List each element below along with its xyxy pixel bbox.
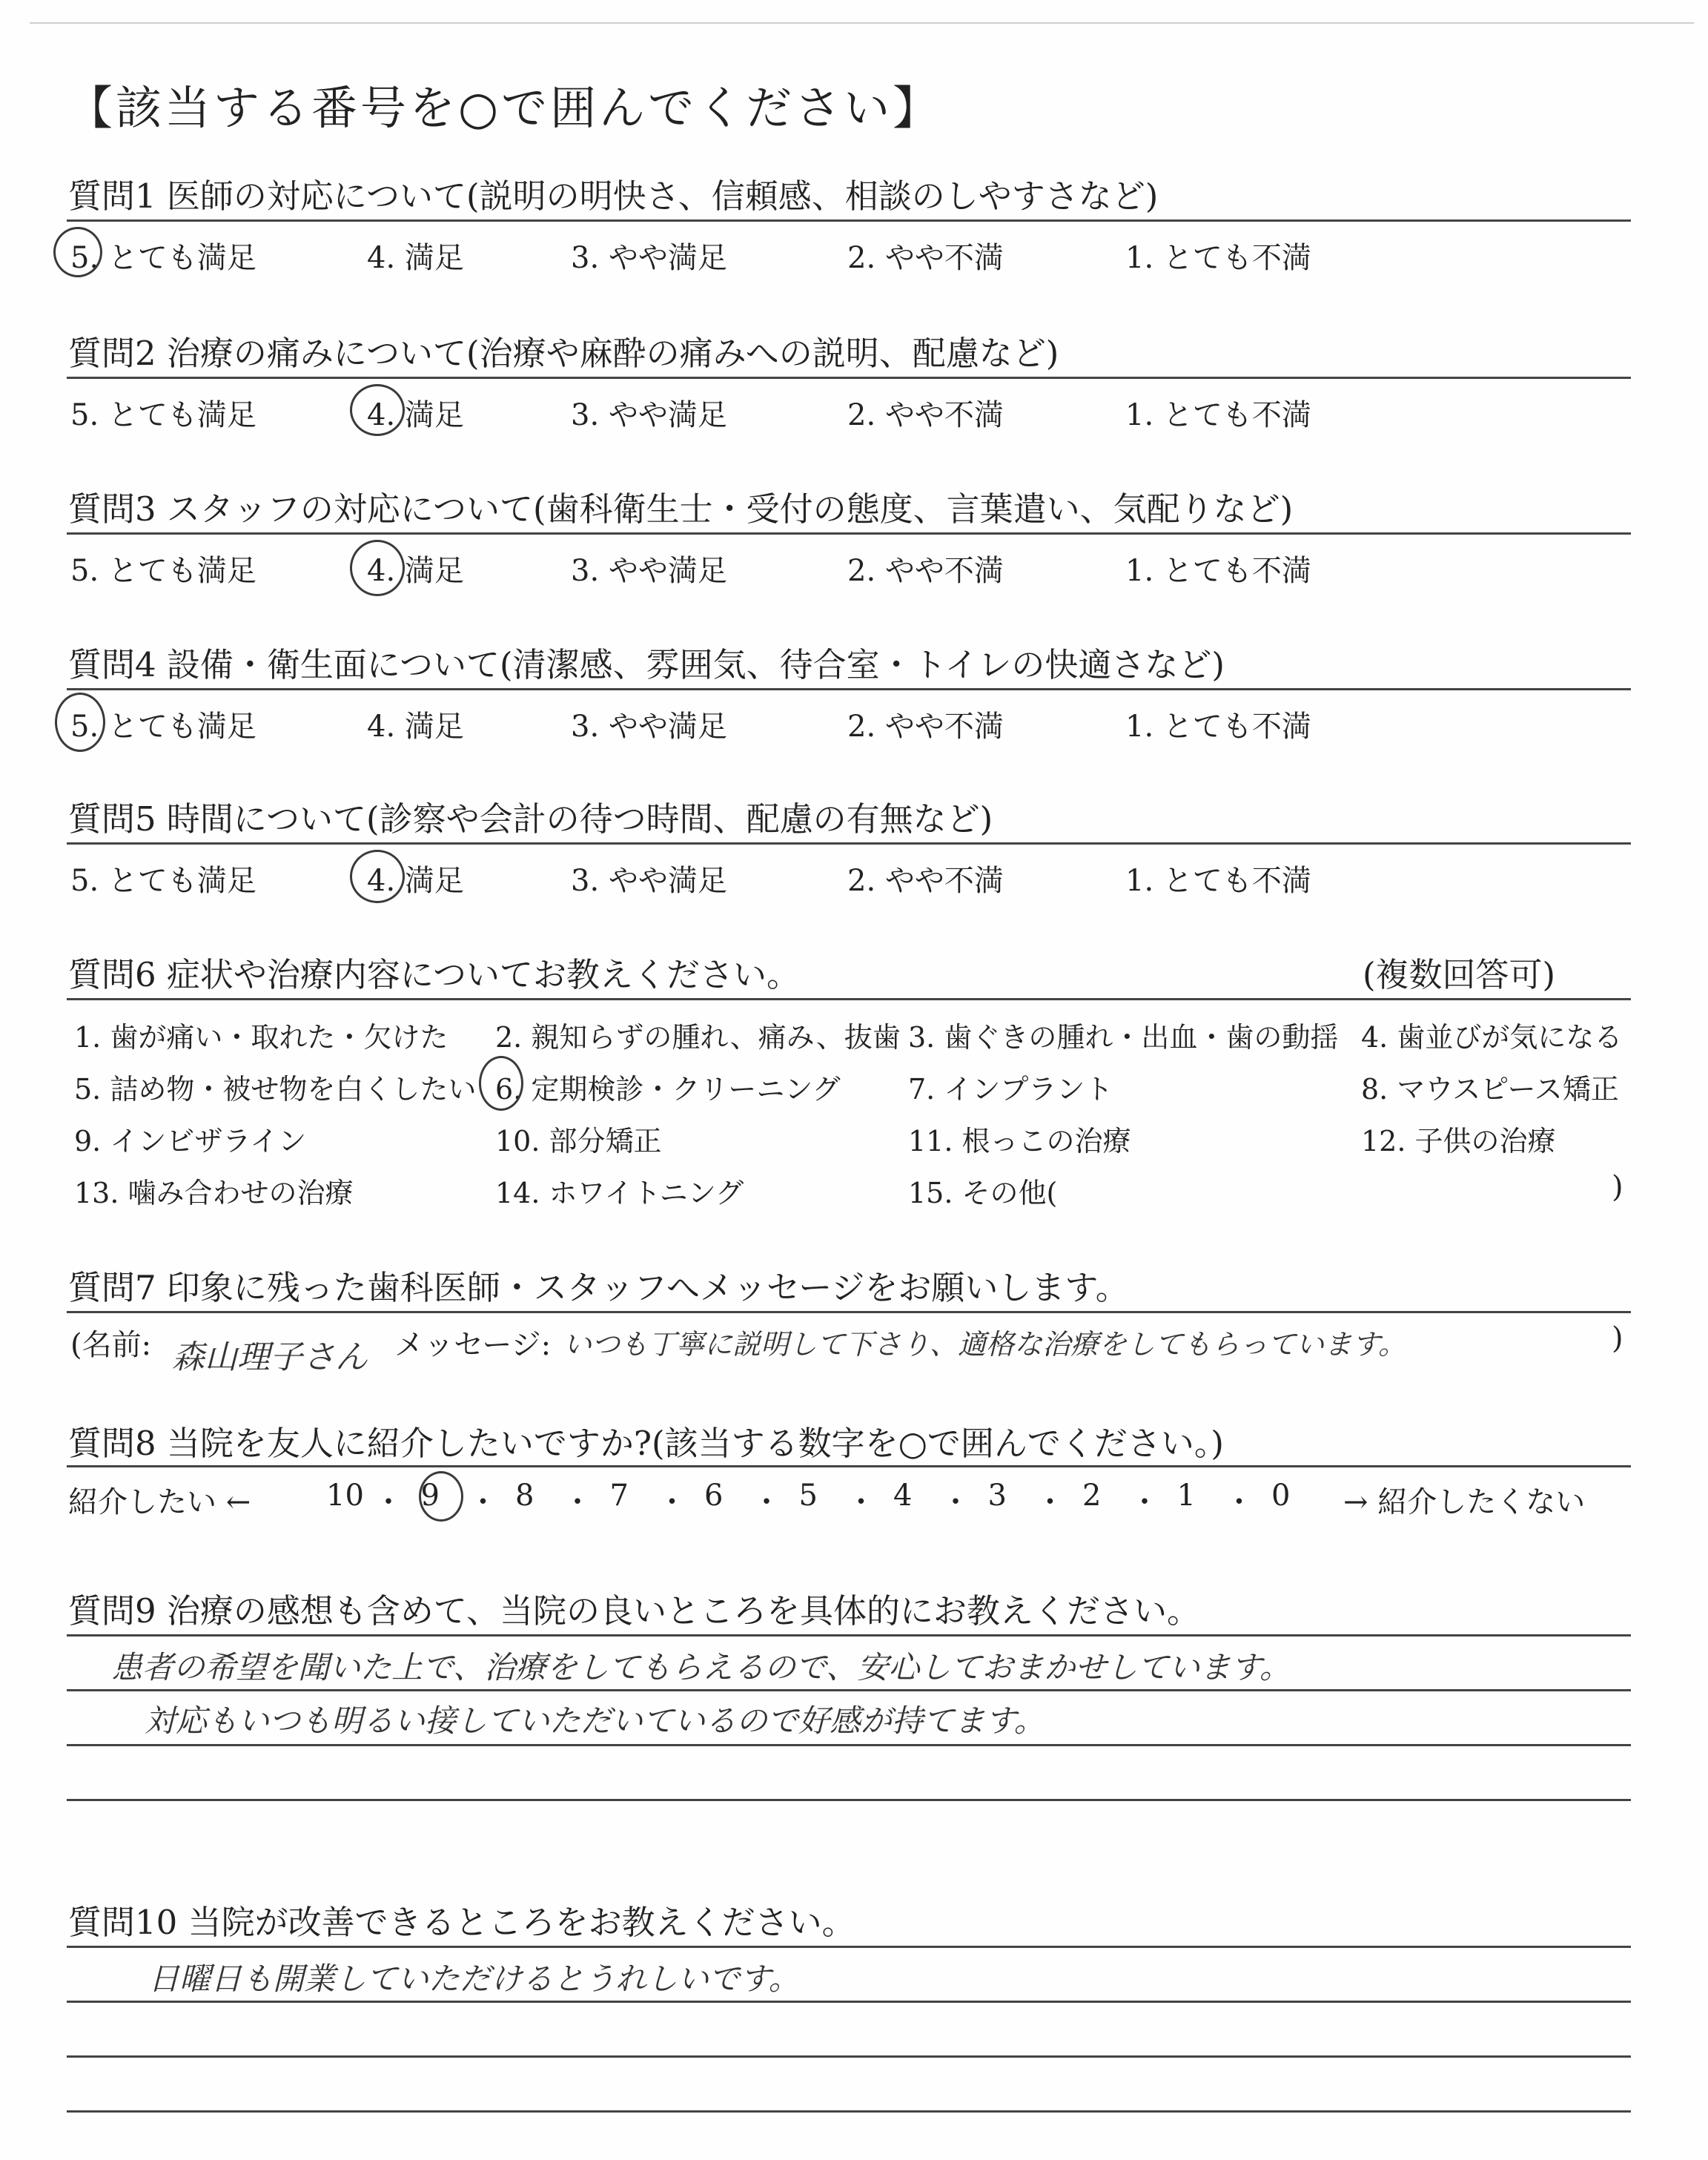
q1-option-1[interactable]: 1. とても不満 [1125, 241, 1311, 275]
question-4-title: 質問4 設備・衛生面について(清潔感、雰囲気、待合室・トイレの快適さなど) [68, 645, 1225, 684]
question-6-title: 質問6 症状や治療内容についてお教えください。 [68, 955, 801, 994]
q10-answer-line-2 [67, 2001, 1631, 2003]
q2-option-4[interactable]: 4. 満足 [367, 398, 464, 432]
question-10-title: 質問10 当院が改善できるところをお教えください。 [68, 1903, 855, 1942]
q4-option-1[interactable]: 1. とても不満 [1125, 710, 1311, 744]
q4-option-3[interactable]: 3. やや満足 [571, 710, 727, 744]
q10-answer-line-3 [67, 2055, 1631, 2058]
q6-option-9[interactable]: 9. インビザライン [74, 1125, 307, 1157]
question-2-title: 質問2 治療の痛みについて(治療や麻酔の痛みへの説明、配慮など) [68, 334, 1059, 373]
q3-selected-circle [350, 540, 405, 596]
q8-scale-separator: ・ [941, 1485, 970, 1519]
q2-selected-circle [350, 384, 405, 436]
question-3-title: 質問3 スタッフの対応について(歯科衛生士・受付の態度、言葉遣い、気配りなど) [68, 489, 1294, 529]
q6-option-6[interactable]: 6. 定期検診・クリーニング [495, 1073, 841, 1106]
q8-left-label: 紹介したい ← [68, 1485, 251, 1519]
question-6-rule [67, 998, 1631, 1000]
q7-name-handwritten[interactable]: 森山理子さん [172, 1338, 368, 1376]
q5-option-3[interactable]: 3. やや満足 [571, 864, 727, 898]
q4-selected-circle [55, 693, 105, 752]
q6-other-close-paren: ) [1612, 1170, 1623, 1204]
top-edge-line [30, 22, 1694, 24]
q8-right-label: → 紹介したくない [1343, 1485, 1586, 1519]
question-4-rule [67, 688, 1631, 690]
q6-option-4[interactable]: 4. 歯並びが気になる [1361, 1021, 1623, 1054]
q8-scale-separator: ・ [1224, 1485, 1254, 1519]
q2-option-1[interactable]: 1. とても不満 [1125, 398, 1311, 432]
question-5-title: 質問5 時間について(診察や会計の待つ時間、配慮の有無など) [68, 799, 993, 839]
q2-option-2[interactable]: 2. やや不満 [847, 398, 1004, 432]
q2-option-3[interactable]: 3. やや満足 [571, 398, 727, 432]
q8-scale-separator: ・ [1035, 1485, 1065, 1519]
q5-option-4[interactable]: 4. 満足 [367, 864, 464, 898]
q4-option-4[interactable]: 4. 満足 [367, 710, 464, 744]
q9-answer-line-3 [67, 1744, 1631, 1746]
q8-scale-separator: ・ [374, 1485, 403, 1519]
q9-answer-line-1 [67, 1634, 1631, 1636]
q6-option-8[interactable]: 8. マウスピース矯正 [1361, 1073, 1619, 1106]
q9-answer-line-2 [67, 1689, 1631, 1691]
q8-scale-value-6[interactable]: 6 [704, 1479, 724, 1513]
q1-option-4[interactable]: 4. 満足 [367, 241, 464, 275]
q6-option-5[interactable]: 5. 詰め物・被せ物を白くしたい [74, 1073, 477, 1106]
q8-scale-value-3[interactable]: 3 [987, 1479, 1007, 1513]
q8-scale-value-7[interactable]: 7 [609, 1479, 629, 1513]
q6-option-10[interactable]: 10. 部分矯正 [495, 1125, 662, 1157]
question-8-title: 質問8 当院を友人に紹介したいですか?(該当する数字を○で囲んでください。) [68, 1424, 1224, 1463]
q3-option-2[interactable]: 2. やや不満 [847, 554, 1004, 588]
q4-option-2[interactable]: 2. やや不満 [847, 710, 1004, 744]
q10-answer-line-1 [67, 1946, 1631, 1948]
q5-option-1[interactable]: 1. とても不満 [1125, 864, 1311, 898]
question-5-rule [67, 842, 1631, 845]
q3-option-4[interactable]: 4. 満足 [367, 554, 464, 588]
q2-option-5[interactable]: 5. とても満足 [70, 398, 256, 432]
q8-scale-value-9[interactable]: 9 [420, 1479, 440, 1513]
q1-option-3[interactable]: 3. やや満足 [571, 241, 727, 275]
q9-handwritten-line-1[interactable]: 患者の希望を聞いた上で、治療をしてもらえるので、安心しておまかせしています。 [111, 1649, 1291, 1685]
q8-scale-value-5[interactable]: 5 [798, 1479, 818, 1513]
q8-scale-separator: ・ [752, 1485, 781, 1519]
q8-scale-separator: ・ [657, 1485, 687, 1519]
q8-scale-separator: ・ [1130, 1485, 1159, 1519]
q6-option-15-other[interactable]: 15. その他( [908, 1177, 1058, 1209]
q6-option-1[interactable]: 1. 歯が痛い・取れた・欠けた [74, 1021, 448, 1054]
question-9-title: 質問9 治療の感想も含めて、当院の良いところを具体的にお教えください。 [68, 1591, 1201, 1631]
question-3-rule [67, 532, 1631, 535]
question-7-title: 質問7 印象に残った歯科医師・スタッフへメッセージをお願いします。 [68, 1268, 1129, 1307]
q8-scale-separator: ・ [468, 1485, 498, 1519]
q6-option-2[interactable]: 2. 親知らずの腫れ、痛み、抜歯 [495, 1021, 901, 1054]
q6-option-7[interactable]: 7. インプラント [908, 1073, 1113, 1106]
q8-scale-value-2[interactable]: 2 [1082, 1479, 1102, 1513]
q8-scale-value-4[interactable]: 4 [893, 1479, 913, 1513]
question-7-rule [67, 1311, 1631, 1313]
q6-selected-circle [479, 1056, 523, 1111]
q5-selected-circle [350, 850, 405, 903]
q3-option-3[interactable]: 3. やや満足 [571, 554, 727, 588]
question-1-rule [67, 219, 1631, 222]
q1-option-2[interactable]: 2. やや不満 [847, 241, 1004, 275]
q8-scale-separator: ・ [846, 1485, 876, 1519]
q6-option-3[interactable]: 3. 歯ぐきの腫れ・出血・歯の動揺 [908, 1021, 1339, 1054]
q9-answer-line-4 [67, 1799, 1631, 1801]
q5-option-2[interactable]: 2. やや不満 [847, 864, 1004, 898]
q3-option-1[interactable]: 1. とても不満 [1125, 554, 1311, 588]
question-2-rule [67, 377, 1631, 379]
q6-option-11[interactable]: 11. 根っこの治療 [908, 1125, 1131, 1157]
q8-scale-value-0[interactable]: 0 [1271, 1479, 1291, 1513]
q3-option-5[interactable]: 5. とても満足 [70, 554, 256, 588]
q7-close-paren: ) [1612, 1321, 1623, 1355]
q8-scale-value-1[interactable]: 1 [1176, 1479, 1196, 1513]
q6-option-12[interactable]: 12. 子供の治療 [1361, 1125, 1556, 1157]
q7-message-label: メッセージ: [394, 1328, 552, 1362]
q1-selected-circle [53, 227, 102, 277]
q5-option-5[interactable]: 5. とても満足 [70, 864, 256, 898]
q10-handwritten-line-1[interactable]: 日曜日も開業していただけるとうれしいです。 [148, 1961, 800, 1997]
instruction-header: 【該当する番号を○で囲んでください】 [67, 81, 942, 135]
q7-name-label: (名前: [70, 1328, 152, 1362]
q10-answer-line-4 [67, 2110, 1631, 2113]
q8-scale-separator: ・ [563, 1485, 592, 1519]
q7-message-handwritten[interactable]: いつも丁寧に説明して下さり、適格な治療をしてもらっています。 [563, 1328, 1406, 1361]
q9-handwritten-line-2[interactable]: 対応もいつも明るい接していただいているので好感が持てます。 [145, 1702, 1045, 1739]
q8-scale-value-10[interactable]: 10 [326, 1479, 364, 1513]
question-6-multi-note: (複数回答可) [1363, 955, 1556, 994]
question-1-title: 質問1 医師の対応について(説明の明快さ、信頼感、相談のしやすさなど) [68, 176, 1159, 216]
q8-selected-circle [419, 1471, 463, 1522]
q4-option-5[interactable]: 5. とても満足 [70, 710, 256, 744]
question-8-rule [67, 1465, 1631, 1467]
q6-option-14[interactable]: 14. ホワイトニング [495, 1177, 744, 1209]
q8-scale-value-8[interactable]: 8 [515, 1479, 534, 1513]
q1-option-5[interactable]: 5. とても満足 [70, 241, 256, 275]
q6-option-13[interactable]: 13. 噛み合わせの治療 [74, 1177, 354, 1209]
